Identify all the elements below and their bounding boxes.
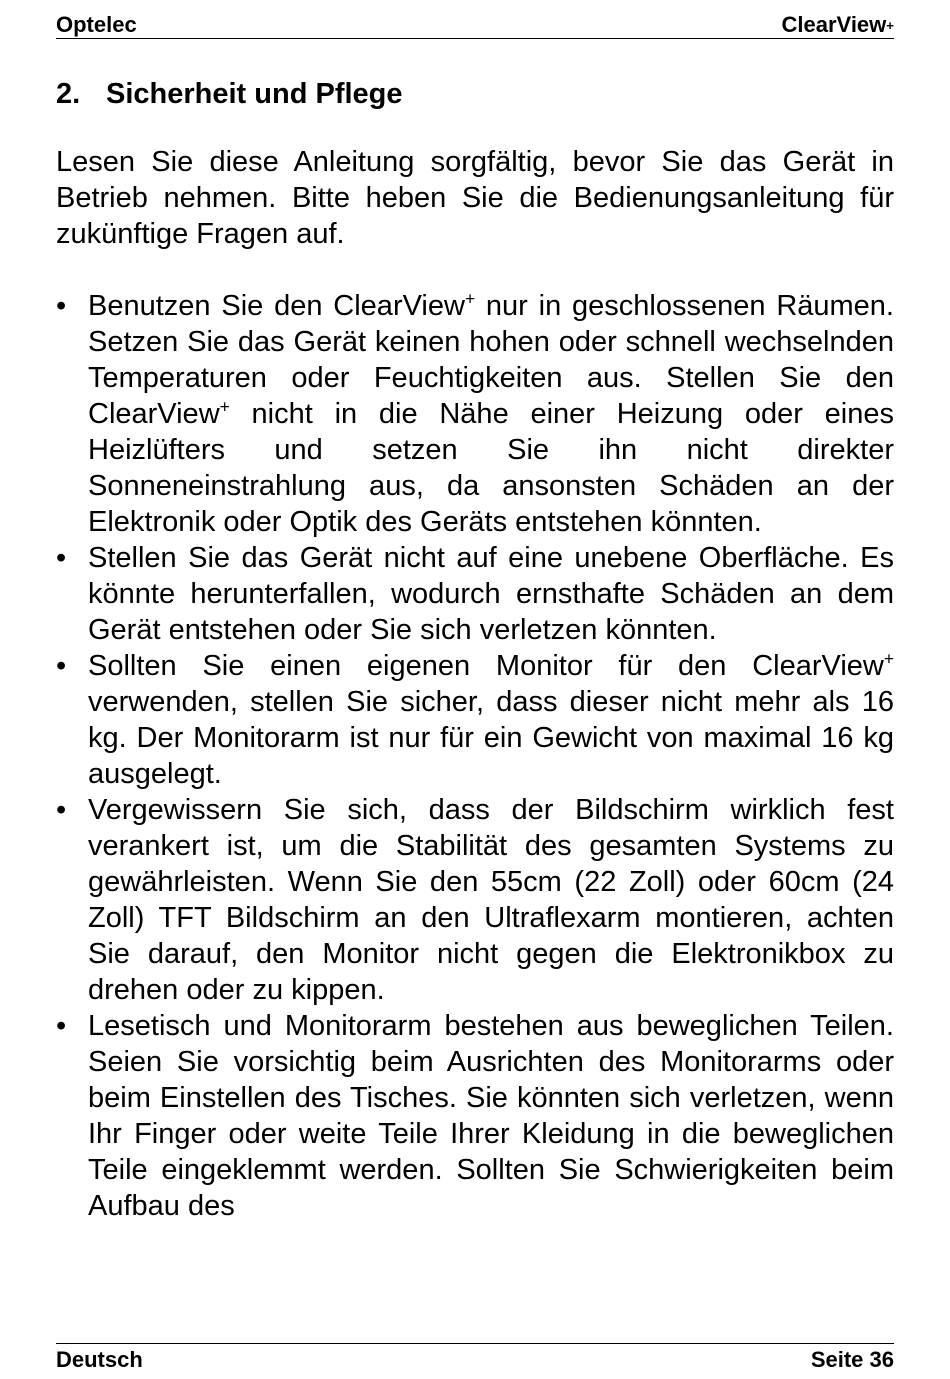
superscript-plus: + — [464, 288, 476, 309]
page-header — [56, 8, 894, 39]
section-number: 2. — [56, 78, 81, 110]
safety-list — [56, 288, 894, 1224]
list-item-text-part: Sollten Sie einen eigenen Monitor für den ClearView — [88, 650, 884, 682]
header-product — [782, 12, 894, 38]
bullet-icon: • — [56, 794, 67, 826]
header-brand: Optelec — [56, 12, 137, 37]
footer-page-number: Seite 36 — [810, 1347, 894, 1372]
bullet-icon: • — [56, 1010, 67, 1042]
footer-language: Deutsch — [56, 1347, 143, 1372]
bullet-icon: • — [56, 650, 67, 682]
header-product-sup: + — [886, 18, 894, 33]
bullet-icon: • — [56, 542, 67, 574]
list-item-text-part: verwenden, stellen Sie sicher, dass dieser nicht mehr als 16 kg. Der Monitorarm ist nur für ein Gewicht von maximal 16 kg ausgelegt. — [88, 686, 894, 790]
section-title-text: Sicherheit und Pflege — [106, 78, 403, 110]
list-item — [56, 288, 894, 540]
superscript-plus: + — [219, 396, 230, 417]
list-item-text-part: nur in geschlossenen Räumen. Setzen Sie das Gerät keinen hohen oder schnell wechselnden Temperaturen oder Feuchtigkeiten aus. Stellen Sie den ClearView — [88, 290, 894, 430]
list-item-text: Lesetisch und Monitorarm bestehen aus beweglichen Teilen. Seien Sie vorsichtig beim Ausrichten des Monitorarms oder beim Einstellen des Tisches. Sie könnten sich verletzen, wenn Ihr Finger oder weite Teile Ihrer Kleidung in die beweglichen Teile eingeklemmt werden. Sollten Sie Schwierigkeiten beim Aufbau des — [88, 1010, 894, 1222]
header-product-name: ClearView — [781, 12, 887, 37]
page-footer — [56, 1343, 894, 1374]
list-item — [56, 648, 894, 792]
list-item — [56, 540, 894, 648]
bullet-icon: • — [56, 290, 67, 322]
superscript-plus: + — [883, 648, 894, 669]
list-item — [56, 792, 894, 1008]
list-item-text-part: nicht in die Nähe einer Heizung oder eines Heizlüfters und setzen Sie ihn nicht direkter Sonneneinstrahlung aus, da ansonsten Schäden an der Elektronik oder Optik des Geräts entstehen könnten. — [88, 398, 894, 538]
list-item-text-part: Benutzen Sie den ClearView — [88, 290, 465, 322]
list-item-text: Stellen Sie das Gerät nicht auf eine unebene Oberfläche. Es könnte herunterfallen, wodurch ernsthafte Schäden an dem Gerät entstehen oder Sie sich verletzen könnten. — [88, 542, 894, 646]
page-content — [56, 144, 894, 1224]
section-title — [56, 76, 403, 112]
list-item-text: Vergewissern Sie sich, dass der Bildschirm wirklich fest verankert ist, um die Stabilität des gesamten Systems zu gewährleisten. Wenn Sie den 55cm (22 Zoll) oder 60cm (24 Zoll) TFT Bildschirm an den Ultraflexarm montieren, achten Sie darauf, den Monitor nicht gegen die Elektronikbox zu drehen oder zu kippen. — [88, 794, 894, 1006]
intro-paragraph: Lesen Sie diese Anleitung sorgfältig, bevor Sie das Gerät in Betrieb nehmen. Bitte heben Sie die Bedienungsanleitung für zukünftige Fragen auf. — [56, 146, 894, 250]
list-item — [56, 1008, 894, 1224]
